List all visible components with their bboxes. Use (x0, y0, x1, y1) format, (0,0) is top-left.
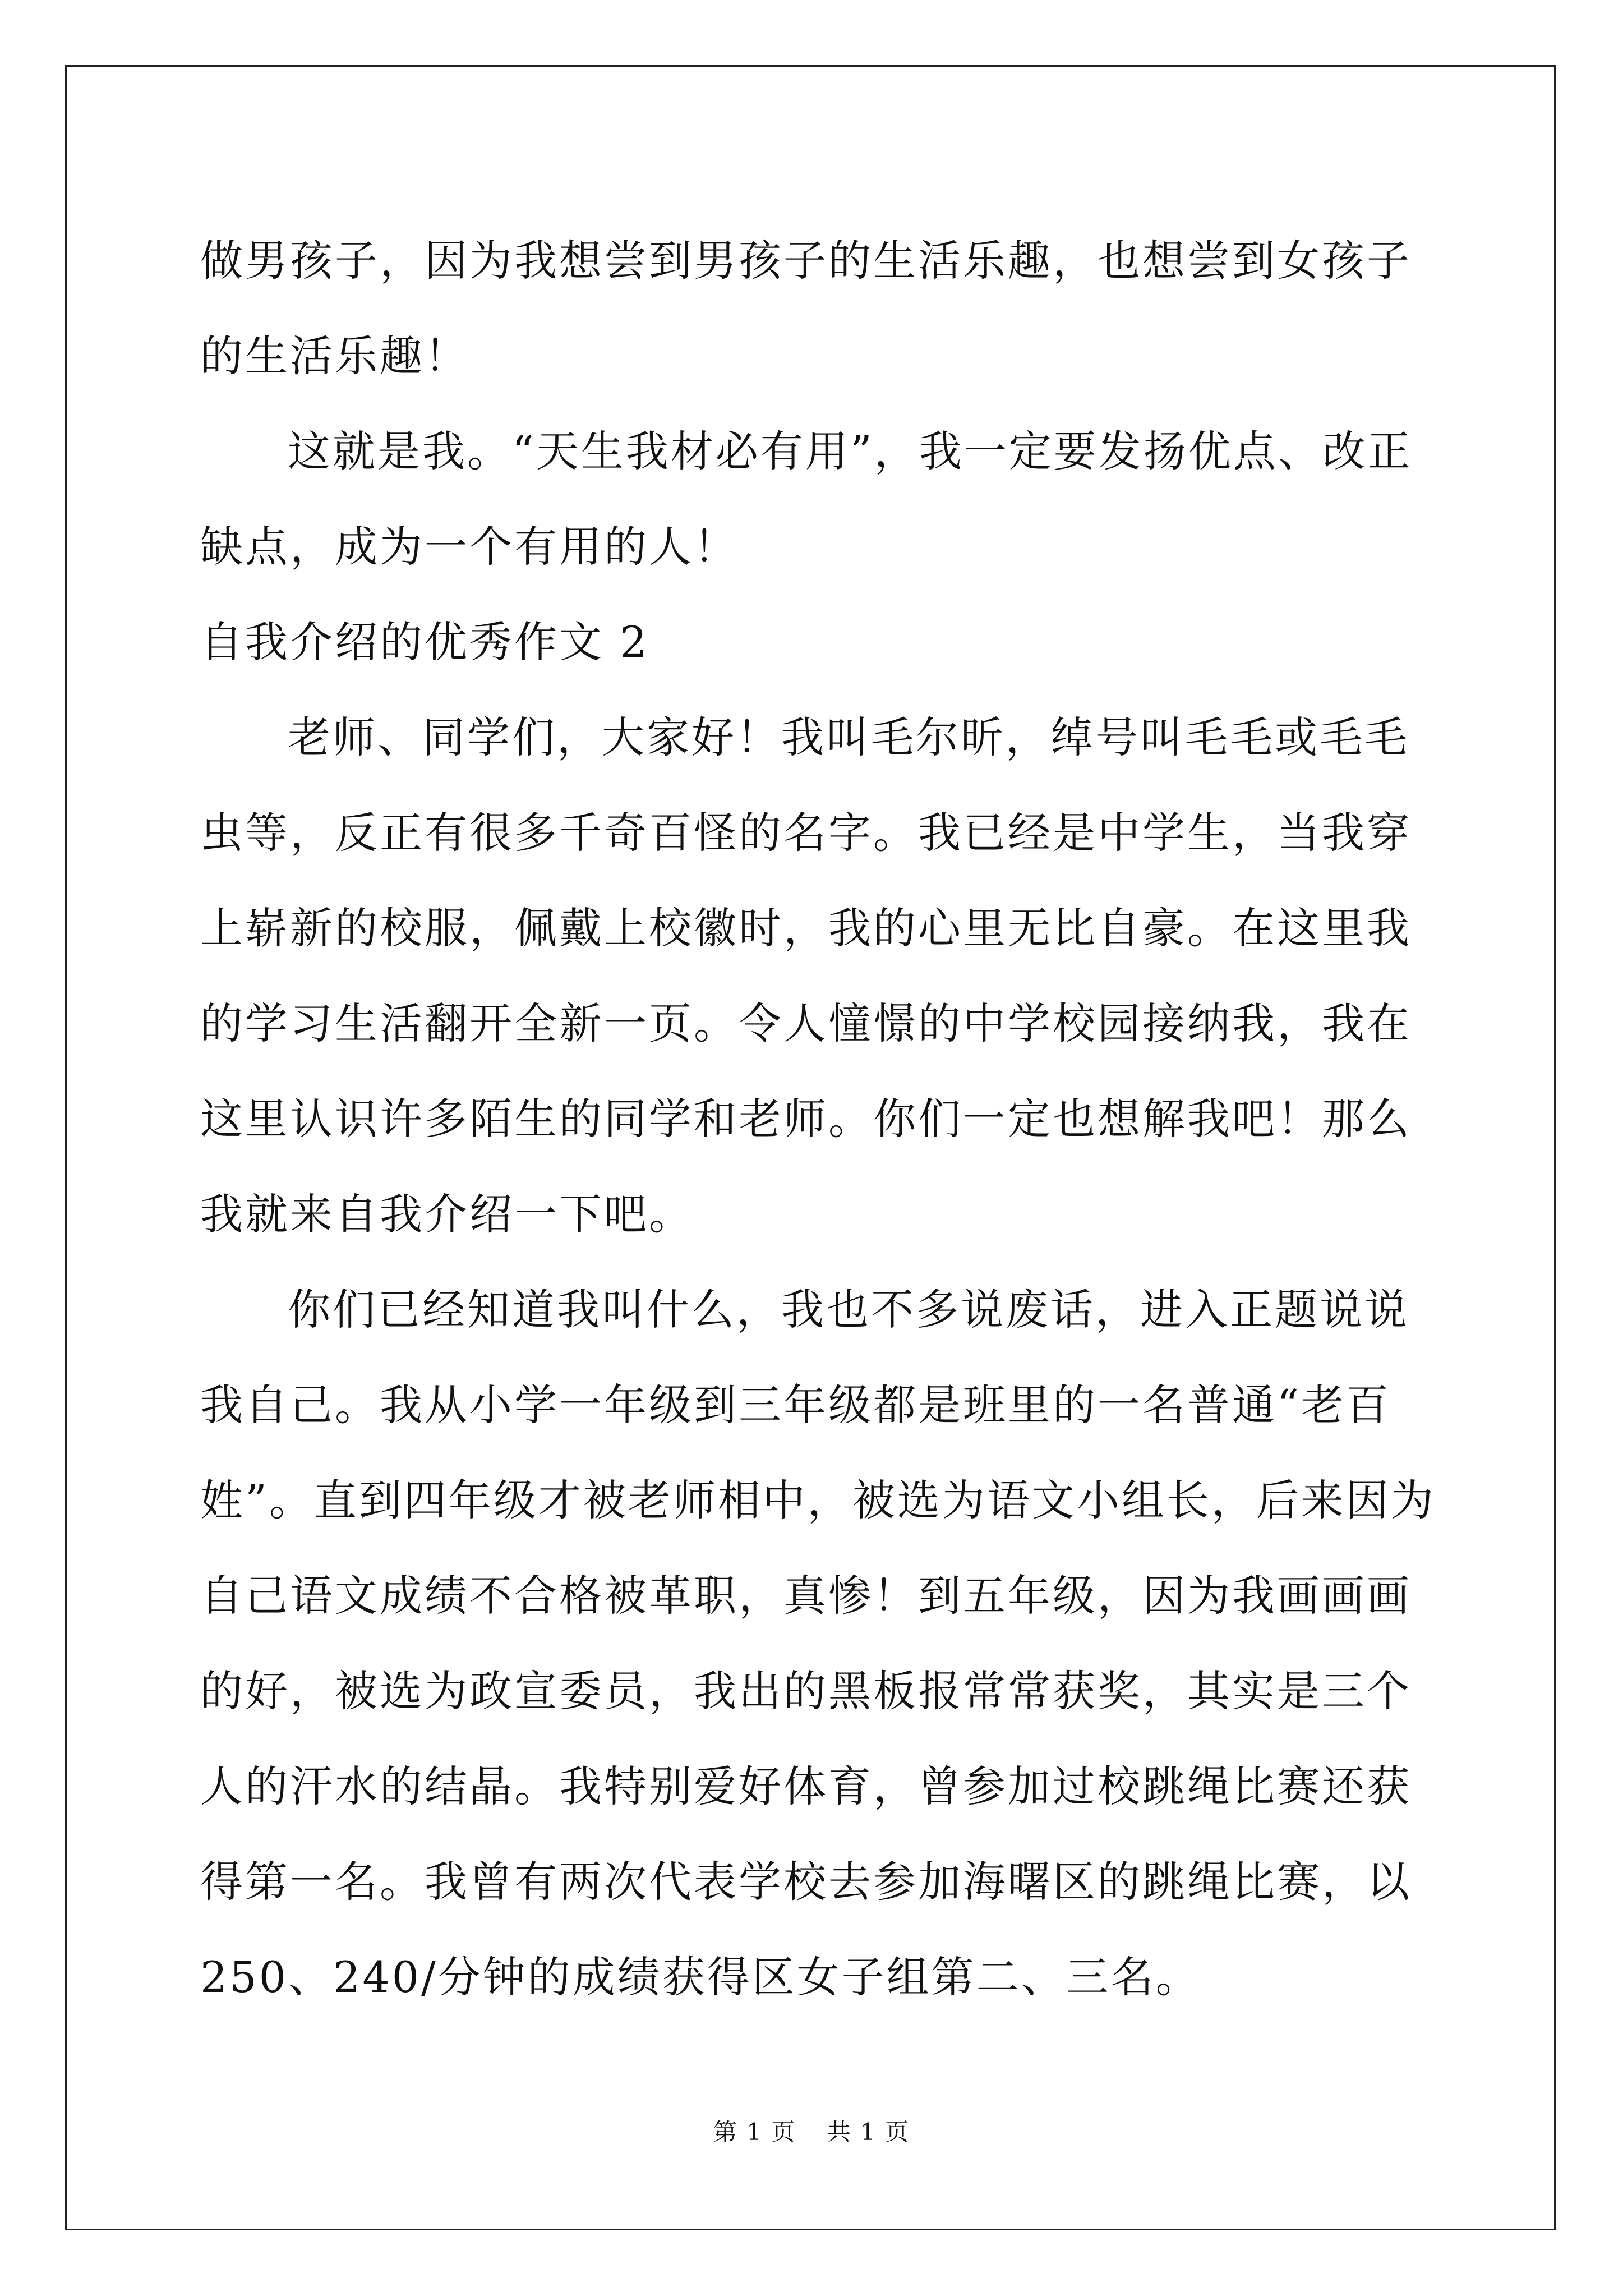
paragraph-background: 你们已经知道我叫什么，我也不多说废话，进入正题说说我自己。我从小学一年级到三年级都是班里的一名普通“老百姓”。直到四年级才被老师相中，被选为语文小组长，后来因为自己语文成绩不合格被革职，真惨！到五年级，因为我画画画的好，被选为政宣委员，我出的黑板报常常获奖，其实是三个人的汗水的结晶。我特别爱好体育，曾参加过校跳绳比赛还获得第一名。我曾有两次代表学校去参加海曙区的跳绳比赛，以 250、240/分钟的成绩获得区女子组第二、三名。 (200, 1285, 1436, 2002)
page-footer (0, 2114, 1623, 2147)
paragraph-continuation: 做男孩子，因为我想尝到男孩子的生活乐趣，也想尝到女孩子的生活乐趣！ (200, 236, 1412, 381)
paragraph-conclusion: 这就是我。“天生我材必有用”，我一定要发扬优点、改正缺点，成为一个有用的人！ (200, 426, 1413, 572)
page-number: 第 1 页 (713, 2118, 796, 2146)
page-total: 共 1 页 (827, 2118, 910, 2146)
essay-heading: 自我介绍的优秀作文 2 (200, 617, 649, 667)
paragraph-introduction: 老师、同学们，大家好！我叫毛尔昕，绰号叫毛毛或毛毛虫等，反正有很多千奇百怪的名字。我已经是中学生，当我穿上崭新的校服，佩戴上校徽时，我的心里无比自豪。在这里我的学习生活翻开全新一页。令人憧憬的中学校园接纳我，我在这里认识许多陌生的同学和老师。你们一定也想解我吧！那么我就来自我介绍一下吧。 (200, 712, 1412, 1239)
document-body (200, 213, 1451, 2025)
